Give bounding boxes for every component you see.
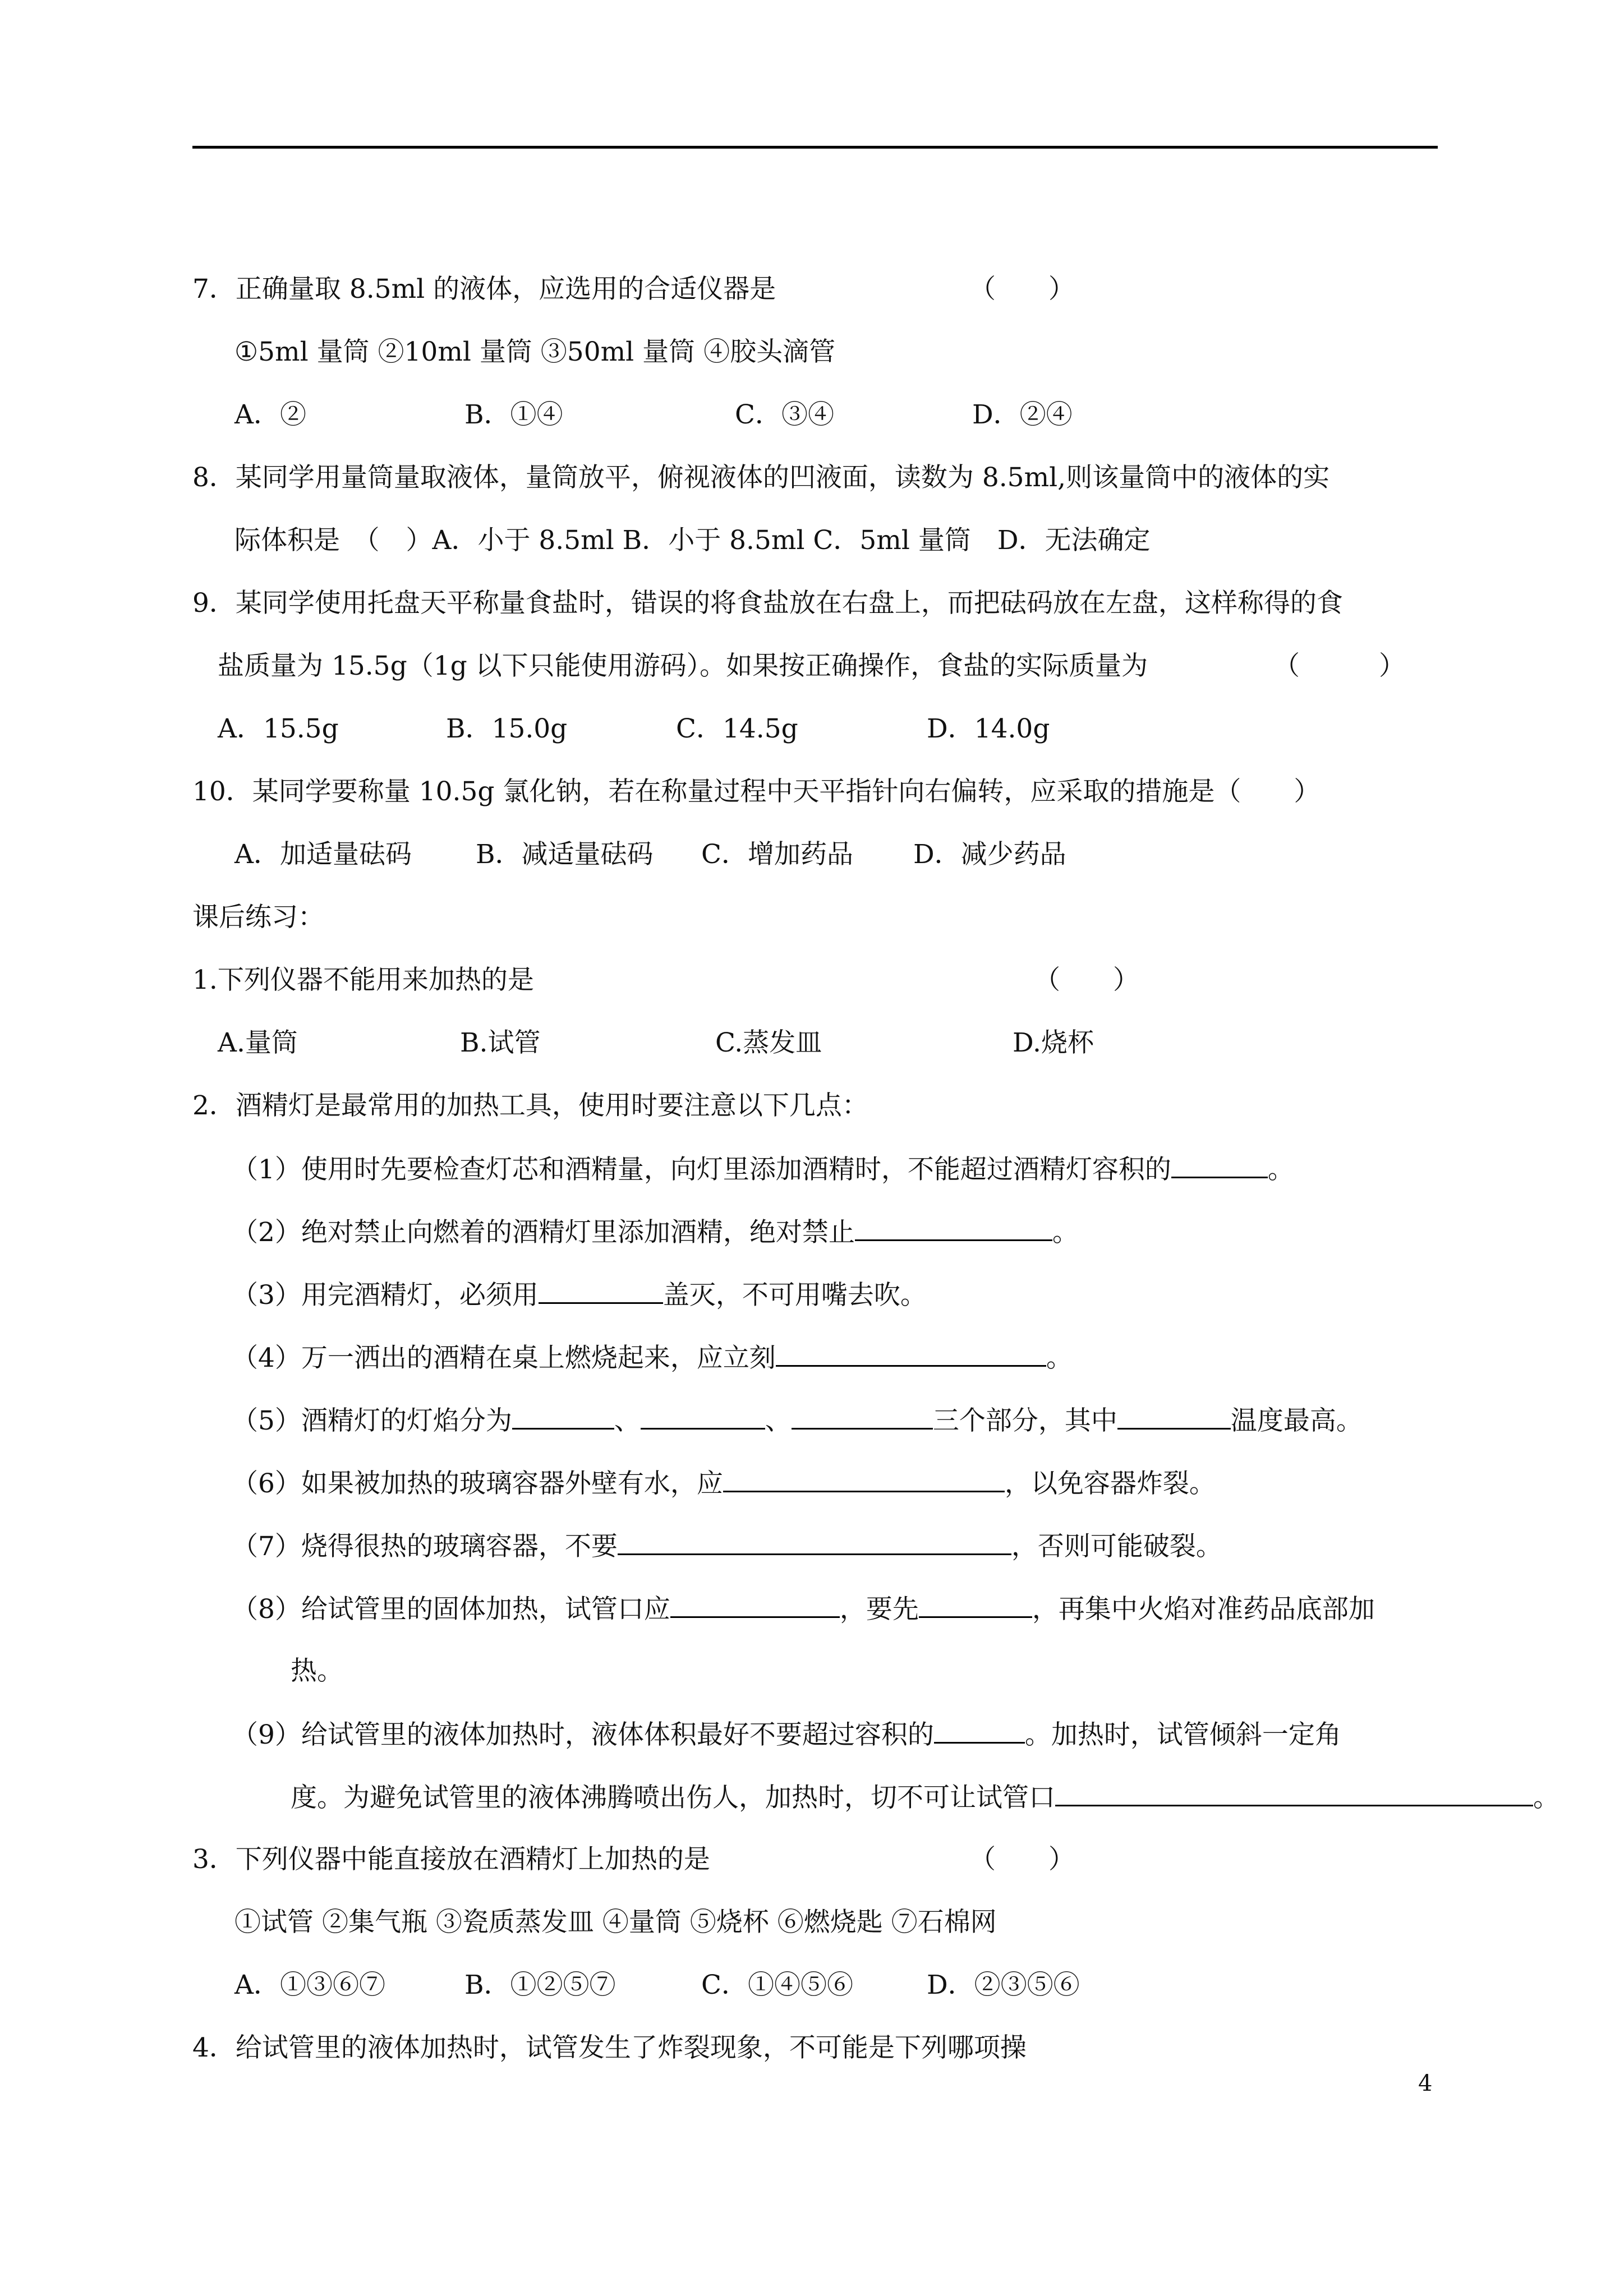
p2-item-3: [232, 1278, 927, 1311]
p2-item-6-text: （6）如果被加热的玻璃容器外壁有水，应: [232, 1468, 723, 1499]
p2-item-7: [232, 1529, 1222, 1562]
p2-item-9-line-2: [291, 1780, 1559, 1814]
p3-options-line: ①试管 ②集气瓶 ③瓷质蒸发皿 ④量筒 ⑤烧杯 ⑥燃烧匙 ⑦石棉网: [234, 1907, 997, 1938]
p2-item-6-blank: [723, 1466, 1005, 1492]
p2-item-9-line-2-end: 。: [1533, 1782, 1559, 1813]
p4-stem: 4．给试管里的液体加热时，试管发生了炸裂现象，不可能是下列哪项操: [192, 2032, 1027, 2063]
p2-item-6: [232, 1466, 1216, 1500]
p3-choice-d: D．②③⑤⑥: [927, 1970, 1080, 2000]
q7-choice-a: A．②: [234, 399, 306, 430]
q9-choice-b: B．15.0g: [446, 713, 568, 744]
p2-item-5-sep-1: 、: [614, 1405, 641, 1436]
p2-item-9-line-2-text: 度。为避免试管里的液体沸腾喷出伤人，加热时，切不可让试管口: [291, 1782, 1055, 1813]
p2-item-5-blank-3: [792, 1403, 933, 1430]
section-title: 课后练习：: [192, 902, 324, 933]
q10-stem: 10．某同学要称量 10.5g 氯化钠，若在称量过程中天平指针向右偏转，应采取的措施是（ ）: [192, 776, 1321, 807]
p2-item-5-blank-2: [641, 1403, 765, 1430]
q9-choice-c: C．14.5g: [676, 713, 798, 744]
p2-item-8-text: （8）给试管里的固体加热，试管口应: [232, 1594, 670, 1625]
p1-stem: 1.下列仪器不能用来加热的是: [192, 965, 534, 995]
p2-item-2-text: （2）绝对禁止向燃着的酒精灯里添加酒精，绝对禁止: [232, 1217, 855, 1248]
p2-item-2-blank: [855, 1215, 1052, 1241]
p2-item-7-blank: [618, 1529, 1011, 1555]
q10-choice-b: B．减适量砝码: [476, 839, 654, 870]
q9-line-2: 盐质量为 15.5g（1g 以下只能使用游码）。如果按正确操作，食盐的实际质量为: [218, 651, 1148, 681]
q7-stem: 7．正确量取 8.5ml 的液体，应选用的合适仪器是: [192, 274, 776, 305]
p2-item-9: [232, 1717, 1341, 1751]
p2-item-8-blank-1: [670, 1592, 840, 1618]
q8-line-2: 际体积是 （ ）A．小于 8.5ml B．小于 8.5ml C．5ml 量筒 D．无法确定: [234, 525, 1151, 556]
p2-item-1-end: 。: [1267, 1154, 1294, 1185]
p2-item-5-sep-2: 、: [765, 1405, 792, 1436]
q7-choice-d: D．②④: [972, 399, 1073, 430]
p2-item-4-end: 。: [1046, 1343, 1073, 1373]
q9-answer-paren: （ ）: [1273, 651, 1405, 681]
page-number: 4: [1418, 2071, 1433, 2096]
q8-line-1: 8．某同学用量筒量取液体，量筒放平，俯视液体的凹液面，读数为 8.5ml,则该量筒中的液体的实: [192, 462, 1330, 493]
p2-item-5-mid: 三个部分，其中: [932, 1405, 1117, 1436]
p2-stem: 2．酒精灯是最常用的加热工具，使用时要注意以下几点：: [192, 1090, 868, 1121]
q7-choice-c: C．③④: [735, 399, 834, 430]
header-rule: [192, 146, 1438, 149]
p2-item-9-text: （9）给试管里的液体加热时，液体体积最好不要超过容积的: [232, 1719, 934, 1750]
p1-choice-a: A.量筒: [218, 1027, 298, 1058]
p2-item-4-text: （4）万一洒出的酒精在桌上燃烧起来，应立刻: [232, 1343, 776, 1373]
p2-item-5-text: （5）酒精灯的灯焰分为: [232, 1405, 512, 1436]
q7-answer-paren: （ ）: [969, 274, 1075, 305]
p2-item-9-blank-2: [1055, 1780, 1533, 1806]
p1-choice-c: C.蒸发皿: [715, 1027, 822, 1058]
p1-choice-b: B.试管: [460, 1027, 541, 1058]
q10-choice-a: A．加适量砝码: [234, 839, 412, 870]
p2-item-8-mid: ，要先: [839, 1594, 919, 1625]
p2-item-3-blank: [539, 1278, 663, 1304]
p2-item-8-line-2: 热。: [291, 1656, 343, 1686]
q9-choice-a: A．15.5g: [218, 713, 339, 744]
p2-item-8-blank-2: [919, 1592, 1032, 1618]
p2-item-4-blank: [776, 1340, 1046, 1367]
p2-item-9-blank-1: [934, 1717, 1025, 1744]
q9-choice-d: D．14.0g: [927, 713, 1050, 744]
p3-choice-c: C．①④⑤⑥: [701, 1970, 853, 2000]
p2-item-7-text: （7）烧得很热的玻璃容器，不要: [232, 1531, 618, 1562]
p3-choice-a: A．①③⑥⑦: [234, 1970, 385, 2000]
p2-item-3-end: 盖灭，不可用嘴去吹。: [663, 1280, 927, 1311]
p2-item-1: [232, 1152, 1294, 1186]
q7-choice-b: B．①④: [464, 399, 563, 430]
p2-item-2: [232, 1215, 1079, 1248]
q9-line-1: 9．某同学使用托盘天平称量食盐时，错误的将食盐放在右盘上，而把砝码放在左盘，这样称得的食: [192, 588, 1343, 619]
p2-item-5-blank-1: [512, 1403, 614, 1430]
p2-item-4: [232, 1340, 1073, 1374]
p2-item-2-end: 。: [1052, 1217, 1079, 1248]
p3-answer-paren: （ ）: [969, 1844, 1075, 1875]
p1-answer-paren: （ ）: [1034, 965, 1139, 995]
p2-item-7-end: ，否则可能破裂。: [1011, 1531, 1222, 1562]
p3-stem: 3．下列仪器中能直接放在酒精灯上加热的是: [192, 1844, 710, 1875]
p2-item-5-blank-4: [1117, 1403, 1231, 1430]
p2-item-5-end: 温度最高。: [1230, 1405, 1363, 1436]
p1-choice-d: D.烧杯: [1013, 1027, 1094, 1058]
q10-choice-d: D．减少药品: [913, 839, 1066, 870]
p2-item-5: [232, 1403, 1363, 1437]
p2-item-8: [232, 1592, 1375, 1625]
p3-choice-b: B．①②⑤⑦: [464, 1970, 616, 2000]
p2-item-8-end: ，再集中火焰对准药品底部加: [1032, 1594, 1375, 1625]
p2-item-9-end: 。加热时，试管倾斜一定角: [1024, 1719, 1341, 1750]
q7-options-line: ①5ml 量筒 ②10ml 量筒 ③50ml 量筒 ④胶头滴管: [234, 336, 836, 367]
q10-choice-c: C．增加药品: [701, 839, 853, 870]
p2-item-1-blank: [1171, 1152, 1268, 1178]
p2-item-3-text: （3）用完酒精灯，必须用: [232, 1280, 539, 1311]
p2-item-6-end: ，以免容器炸裂。: [1004, 1468, 1216, 1499]
p2-item-1-text: （1）使用时先要检查灯芯和酒精量，向灯里添加酒精时，不能超过酒精灯容积的: [232, 1154, 1171, 1185]
